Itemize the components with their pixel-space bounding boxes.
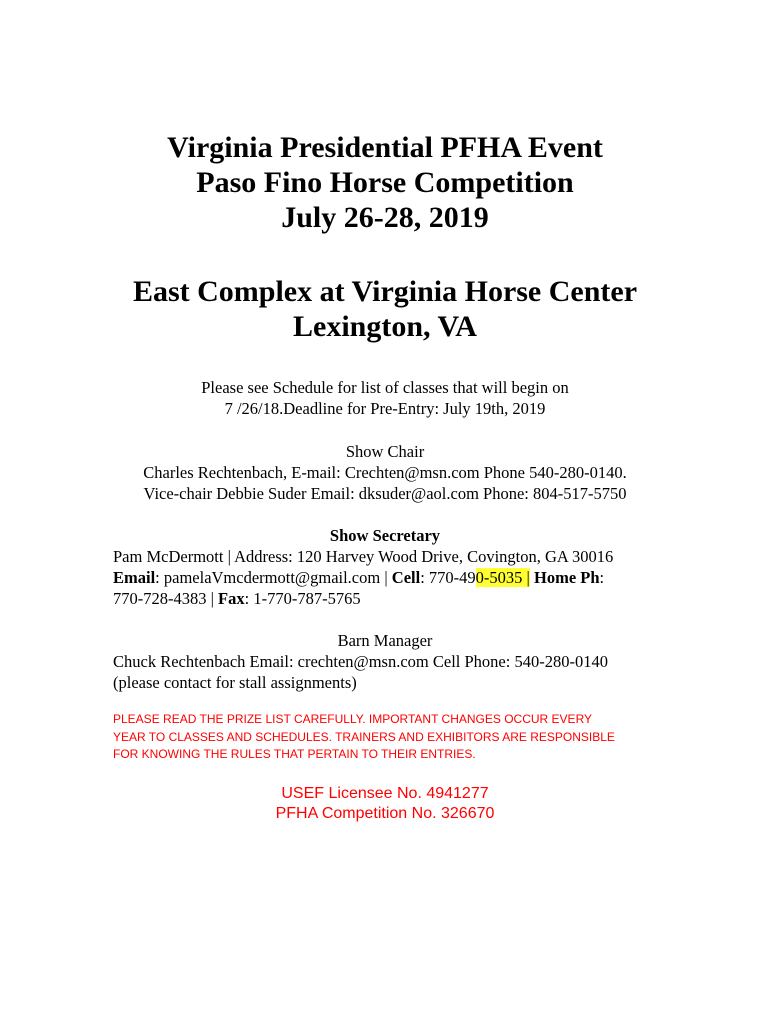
event-title-line-1: Virginia Presidential PFHA Event — [167, 131, 603, 164]
barn-manager-line-1: Chuck Rechtenbach Email: crechten@msn.com Cell Phone: 540-280-0140 — [113, 652, 608, 671]
schedule-line-2: 7 /26/18.Deadline for Pre-Entry: July 19th, 2019 — [224, 399, 546, 418]
barn-manager-heading: Barn Manager — [337, 631, 433, 650]
event-title-line-2: Paso Fino Horse Competition — [196, 166, 574, 199]
fax-label: Fax — [218, 589, 245, 608]
venue-name: East Complex at Virginia Horse Center — [132, 275, 638, 308]
barn-manager-section — [0, 630, 770, 692]
schedule-line-1: Please see Schedule for list of classes that will begin on — [201, 378, 569, 397]
home-phone-separator: : — [599, 568, 605, 587]
venue-city: Lexington, VA — [293, 310, 477, 343]
secretary-home-phone: 770-728-4383 | — [113, 589, 219, 608]
home-phone-label: Home Ph — [529, 568, 600, 587]
show-secretary-contact — [113, 546, 613, 609]
show-chair-heading: Show Chair — [345, 442, 425, 461]
warning-line-1: PLEASE READ THE PRIZE LIST CAREFULLY. IMPORTANT CHANGES OCCUR EVERY — [113, 712, 593, 726]
pfha-competition-number: PFHA Competition No. 326670 — [275, 805, 495, 822]
secretary-cell: : 770-49 — [420, 568, 476, 587]
secretary-address: Pam McDermott | Address: 120 Harvey Wood Drive, Covington, GA 30016 — [113, 547, 614, 566]
event-dates: July 26-28, 2019 — [281, 201, 489, 234]
secretary-phone-line — [113, 588, 613, 609]
event-venue — [0, 274, 770, 344]
prize-list-warning — [113, 711, 673, 764]
warning-line-2: YEAR TO CLASSES AND SCHEDULES. TRAINERS AND EXHIBITORS ARE RESPONSIBLE — [113, 729, 615, 744]
license-numbers — [0, 784, 770, 824]
show-secretary-section — [0, 525, 770, 608]
secretary-email-line — [113, 567, 613, 588]
schedule-notice — [0, 377, 770, 419]
vice-chair-contact: Vice-chair Debbie Suder Email: dksuder@aol.com Phone: 804-517-5750 — [143, 484, 627, 503]
usef-license: USEF Licensee No. 4941277 — [281, 785, 489, 802]
cell-label: Cell — [391, 568, 421, 587]
show-secretary-heading: Show Secretary — [329, 526, 441, 545]
barn-manager-contact — [113, 651, 608, 693]
event-title — [0, 130, 770, 235]
show-chair-section — [0, 441, 770, 504]
highlighted-text: 0-5035 | — [475, 568, 530, 587]
email-label: Email — [113, 568, 156, 587]
secretary-fax: : 1-770-787-5765 — [244, 589, 361, 608]
show-chair-contact: Charles Rechtenbach, E-mail: Crechten@msn.com Phone 540-280-0140. — [143, 463, 627, 482]
barn-manager-line-2: (please contact for stall assignments) — [113, 673, 357, 692]
secretary-email: : pamelaVmcdermott@gmail.com | — [155, 568, 392, 587]
warning-line-3: FOR KNOWING THE RULES THAT PERTAIN TO THEIR ENTRIES. — [113, 747, 476, 761]
